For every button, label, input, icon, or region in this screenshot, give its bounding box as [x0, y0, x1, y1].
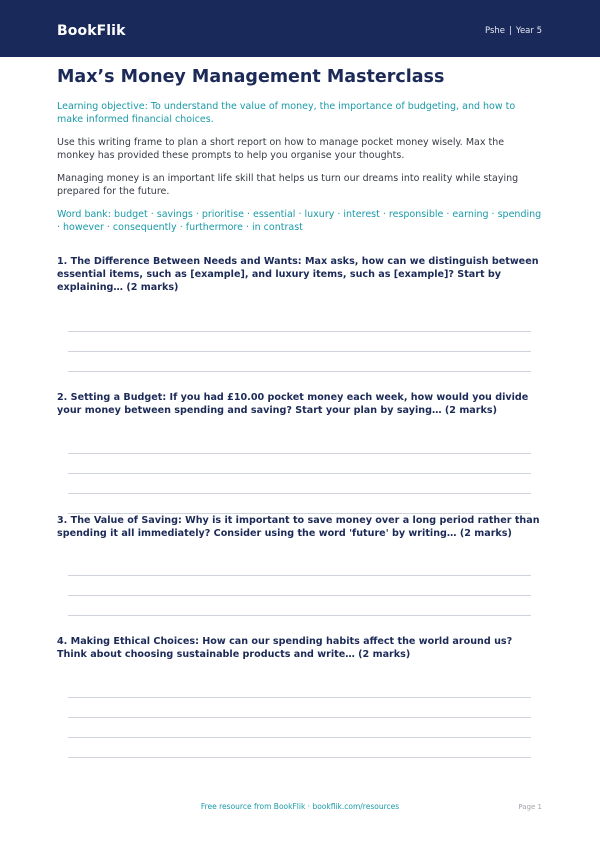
answer-line-q1-2[interactable] [68, 351, 531, 352]
answer-line-q2-2[interactable] [68, 473, 531, 474]
answer-line-q4-2[interactable] [68, 717, 531, 718]
year-label: Year 5 [515, 26, 542, 36]
footer-credit[interactable]: Free resource from BookFlik · bookflik.com/resources [200, 802, 400, 811]
answer-line-q4-1[interactable] [68, 697, 531, 698]
answer-line-q2-1[interactable] [68, 453, 531, 454]
learning-objective: Learning objective: To understand the value of money, the importance of budgeting, and how to make informed financial choices. [57, 101, 516, 125]
word-bank: Word bank: budget · savings · prioritise · essential · luxury · interest · responsible · earning · spending · however · consequently · furthermore · in contrast [57, 209, 542, 233]
subject-year-label [485, 26, 542, 36]
question-4: 4. Making Ethical Choices: How can our spending habits affect the world around us? Think about choosing sustainable products and write… (2 marks) [57, 636, 513, 660]
question-1: 1. The Difference Between Needs and Wants: Max asks, how can we distinguish between essential items, such as [example], and luxury items, such as [example]? Start by explaining… (2 marks) [57, 256, 539, 293]
brand-logo[interactable]: BookFlik [57, 23, 126, 39]
answer-line-q3-3[interactable] [68, 615, 531, 616]
header-bar [0, 0, 600, 57]
context-paragraph: Managing money is an important life skill that helps us turn our dreams into reality while staying prepared for the future. [57, 173, 519, 197]
answer-line-q1-1[interactable] [68, 331, 531, 332]
page-title: Max’s Money Management Masterclass [57, 67, 445, 87]
subject-label: Pshe [484, 26, 506, 36]
page-number: Page 1 [518, 803, 542, 811]
answer-line-q1-3[interactable] [68, 371, 531, 372]
question-2: 2. Setting a Budget: If you had £10.00 pocket money each week, how would you divide your money between spending and saving? Start your plan by saying… (2 marks) [57, 392, 529, 416]
answer-line-q2-3[interactable] [68, 493, 531, 494]
answer-line-q4-4[interactable] [68, 757, 531, 758]
answer-line-q3-1[interactable] [68, 575, 531, 576]
meta-separator: | [509, 26, 512, 36]
intro-paragraph: Use this writing frame to plan a short report on how to manage pocket money wisely. Max the monkey has provided these prompts to help you organise your thoughts. [57, 137, 505, 161]
answer-line-q4-3[interactable] [68, 737, 531, 738]
answer-line-q3-2[interactable] [68, 595, 531, 596]
intro-section [57, 67, 543, 234]
question-3: 3. The Value of Saving: Why is it important to save money over a long period rather than spending it all immediately? Consider using the word 'future' by writing… (2 marks) [57, 515, 540, 539]
